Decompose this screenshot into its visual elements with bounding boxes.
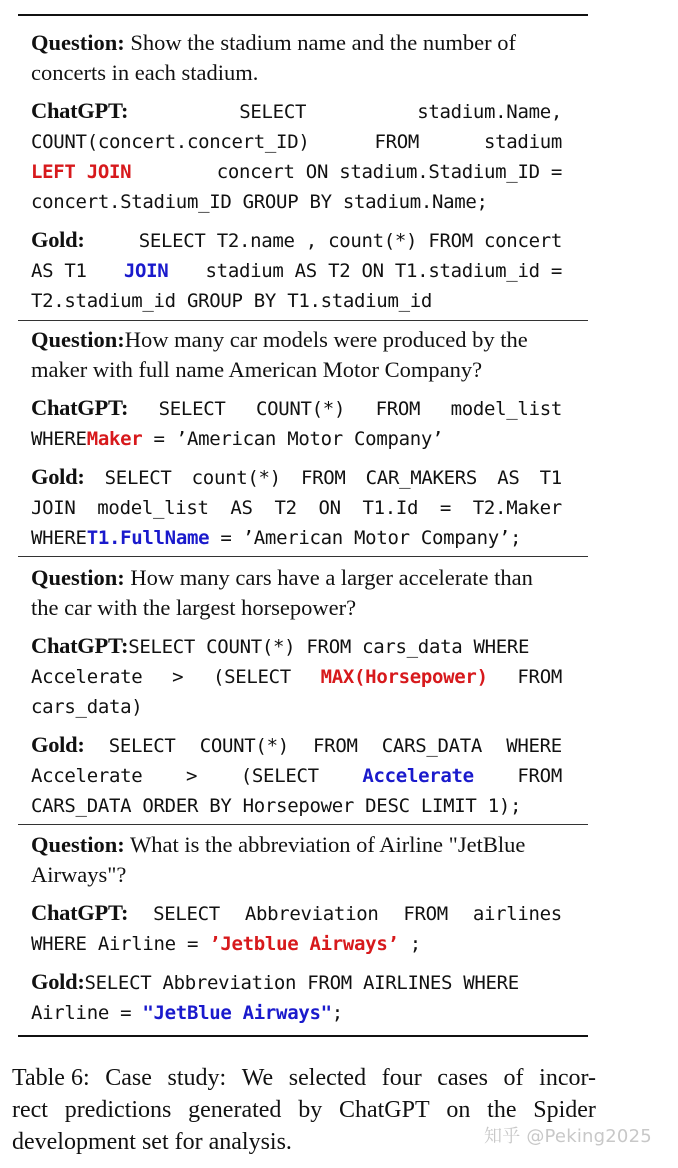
error-highlight: MAX(Horsepower) — [320, 666, 488, 688]
error-highlight: Maker — [86, 428, 143, 450]
case-divider — [18, 824, 588, 825]
gold-query: Gold: SELECT Abbreviation FROM AIRLINES WHERE Airline = "JetBlue Airways" ; — [31, 967, 562, 1028]
table-bottom-rule — [18, 1035, 588, 1037]
chatgpt-prediction: ChatGPT: SELECT COUNT(*) FROM model_list WHERE Maker = ’American Motor Company’ — [31, 393, 562, 454]
case-1 — [31, 28, 562, 316]
question: Question: What is the abbreviation of Airline "JetBlue Airways"? — [31, 832, 526, 887]
chatgpt-prediction: ChatGPT: SELECT stadium.Name, COUNT(concert.concert_ID) FROM stadium LEFT JOIN concert ON stadium.Stadium_ID = concert.Stadium_ID GROUP BY stadium.Name; — [31, 98, 562, 213]
table-top-rule — [18, 14, 588, 16]
correct-highlight: Accelerate — [362, 765, 474, 787]
table-caption: Table 6: Case study: We selected four cases of incor- rect predictions generated by ChatGPT on the Spider development set for analysis. — [12, 1065, 596, 1155]
gold-query: Gold: SELECT count(*) FROM CAR_MAKERS AS T1 JOIN model_list AS T2 ON T1.Id = T2.Maker WHERE T1.FullName = ’American Motor Company’; — [31, 462, 562, 553]
watermark: 知乎 @Peking2025 — [484, 1126, 652, 1147]
case-3 — [31, 563, 562, 821]
error-highlight: ’Jetblue Airways’ — [209, 933, 399, 955]
case-divider — [18, 556, 588, 557]
chatgpt-prediction: ChatGPT: SELECT COUNT(*) FROM cars_data WHERE Accelerate > (SELECT MAX(Horsepower) FROM cars_data) — [31, 633, 562, 718]
gold-query: Gold: SELECT COUNT(*) FROM CARS_DATA WHERE Accelerate > (SELECT Accelerate FROM CARS_DATA ORDER BY Horsepower DESC LIMIT 1); — [31, 732, 562, 817]
gold-query: Gold: SELECT T2.name , count(*) FROM concert AS T1 JOIN stadium AS T2 ON T1.stadium_id = T2.stadium_id GROUP BY T1.stadium_id — [31, 227, 562, 312]
question: Question: How many cars have a larger accelerate than the car with the largest horsepower? — [31, 565, 533, 620]
question: Question:How many car models were produced by the maker with full name American Motor Company? — [31, 327, 528, 382]
chatgpt-prediction: ChatGPT: SELECT Abbreviation FROM airlines WHERE Airline = ’Jetblue Airways’ ; — [31, 898, 562, 959]
case-4 — [31, 830, 562, 1028]
error-highlight: LEFT JOIN — [31, 161, 132, 183]
case-divider — [18, 320, 588, 321]
question: Question: Show the stadium name and the number of concerts in each stadium. — [31, 30, 516, 85]
correct-highlight: "JetBlue Airways" — [142, 1002, 332, 1024]
correct-highlight: T1.FullName — [86, 527, 210, 549]
case-2 — [31, 325, 562, 553]
correct-highlight: JOIN — [123, 260, 169, 282]
